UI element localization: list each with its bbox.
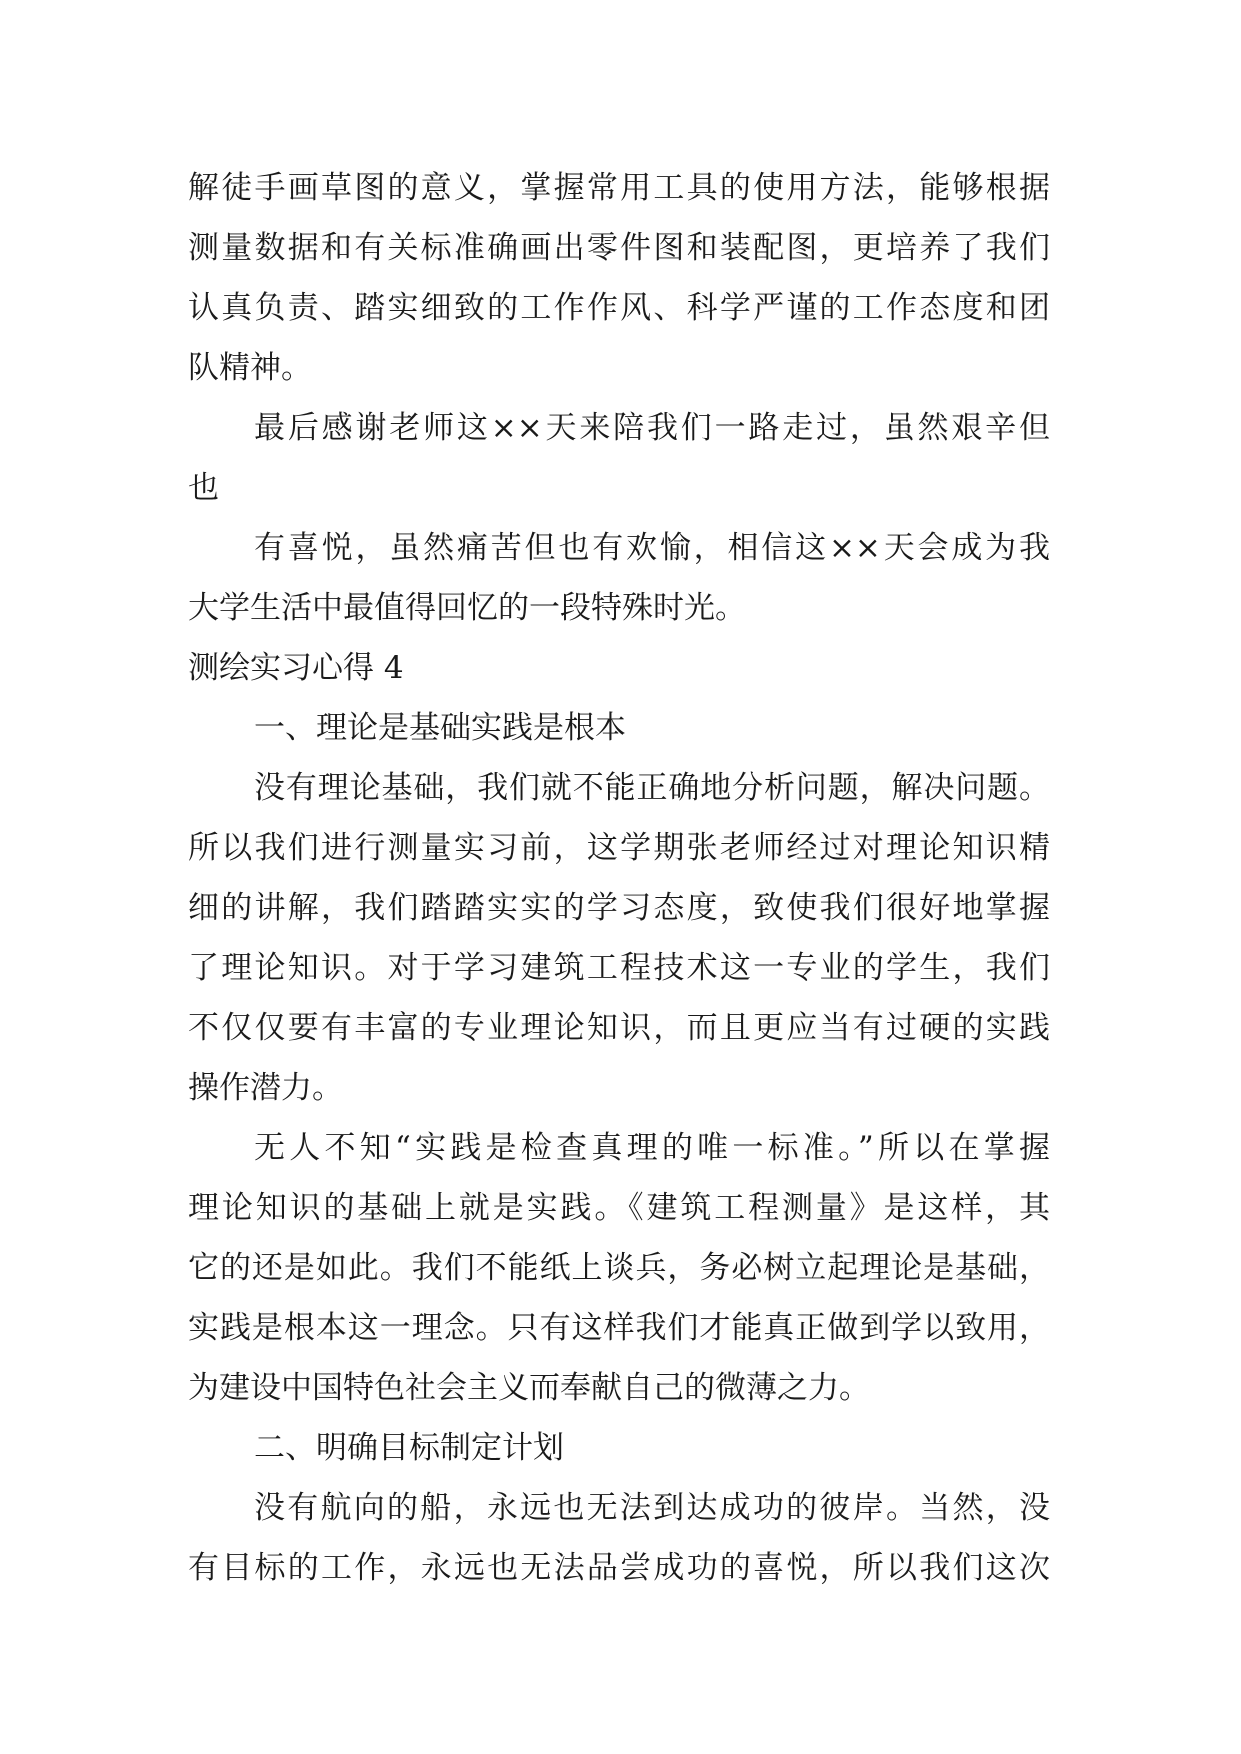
text-line: 测绘实习心得 4 [188, 650, 404, 686]
text-line: 没有理论基础，我们就不能正确地分析问题，解决问题。 [254, 770, 1050, 806]
text-line: 认真负责、踏实细致的工作作风、科学严谨的工作态度和团 [188, 290, 1050, 326]
text-line: 所以我们进行测量实习前，这学期张老师经过对理论知识精 [188, 830, 1050, 866]
text-line: 大学生活中最值得回忆的一段特殊时光。 [188, 590, 746, 626]
text-line: 二、明确目标制定计划 [254, 1430, 564, 1466]
text-line: 有喜悦，虽然痛苦但也有欢愉，相信这××天会成为我 [254, 530, 1050, 566]
text-line: 也 [188, 470, 219, 506]
text-line: 解徒手画草图的意义，掌握常用工具的使用方法，能够根据 [188, 170, 1050, 206]
text-line: 队精神。 [188, 350, 312, 386]
text-line: 没有航向的船，永远也无法到达成功的彼岸。当然，没 [254, 1490, 1050, 1526]
text-line: 它的还是如此。我们不能纸上谈兵，务必树立起理论是基础， [188, 1250, 1050, 1286]
text-line: 理论知识的基础上就是实践。《建筑工程测量》是这样，其 [188, 1190, 1050, 1226]
text-line: 测量数据和有关标准确画出零件图和装配图，更培养了我们 [188, 230, 1050, 266]
text-line: 有目标的工作，永远也无法品尝成功的喜悦，所以我们这次 [188, 1550, 1050, 1586]
text-line: 细的讲解，我们踏踏实实的学习态度，致使我们很好地掌握 [188, 890, 1050, 926]
text-line: 了理论知识。对于学习建筑工程技术这一专业的学生，我们 [188, 950, 1050, 986]
text-line: 最后感谢老师这××天来陪我们一路走过，虽然艰辛但 [254, 410, 1050, 446]
text-line: 操作潜力。 [188, 1070, 343, 1106]
document-body [188, 158, 1050, 1598]
text-line: 实践是根本这一理念。只有这样我们才能真正做到学以致用， [188, 1310, 1050, 1346]
text-line: 不仅仅要有丰富的专业理论知识，而且更应当有过硬的实践 [188, 1010, 1050, 1046]
text-line: 无人不知“实践是检查真理的唯一标准。”所以在掌握 [254, 1130, 1050, 1166]
text-line: 一、理论是基础实践是根本 [254, 710, 626, 746]
text-line: 为建设中国特色社会主义而奉献自己的微薄之力。 [188, 1370, 870, 1406]
